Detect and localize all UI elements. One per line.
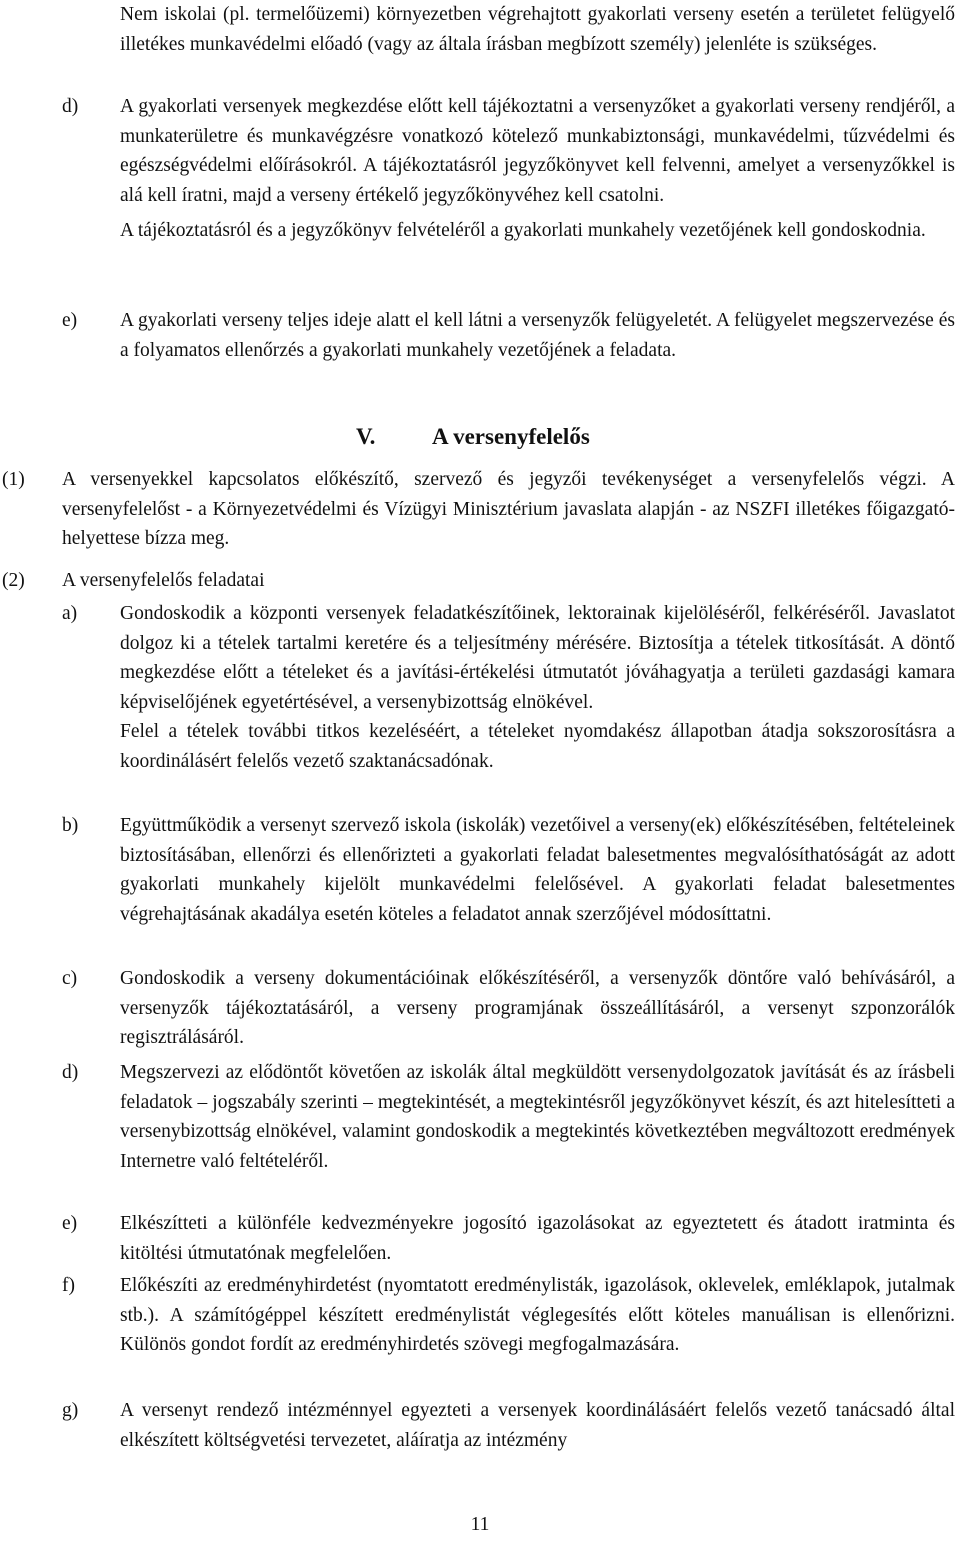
section-number: V. <box>356 424 376 449</box>
list-item-paragraph: A gyakorlati verseny teljes ideje alatt el kell látni a versenyzők felügyeletét. A felügyelet megszervezése és a folyamatos ellenőrzés a gyakorlati munkahely vezetőjének a feladata. <box>120 310 955 361</box>
list-item-label: e) <box>62 310 78 331</box>
list-item-body <box>120 599 955 776</box>
continuation-text: Nem iskolai (pl. termelőüzemi) környezetben végrehajtott gyakorlati verseny esetén a területet felügyelő illetékes munkavédelmi előadó (vagy az általa írásban megbízott személy) jelenléte is szükséges. <box>120 4 955 55</box>
list-item-body <box>120 964 955 1053</box>
paragraph-body <box>62 566 955 596</box>
section-title: A versenyfelelős <box>432 424 590 449</box>
list-item-label: c) <box>62 968 78 989</box>
list-item-paragraph: A tájékoztatásról és a jegyzőkönyv felvételéről a gyakorlati munkahely vezetőjének kell gondoskodnia. <box>120 220 926 241</box>
paragraph-body <box>62 465 955 554</box>
list-item-body <box>120 1058 955 1176</box>
paragraph-number: (1) <box>2 469 25 490</box>
list-item-label: g) <box>62 1400 79 1421</box>
list-item-label: d) <box>62 1062 79 1083</box>
list-item-body <box>120 92 955 246</box>
list-item-paragraph: Előkészíti az eredményhirdetést (nyomtatott eredménylisták, igazolások, oklevelek, emléklapok, jutalmak stb.). A számítógéppel készített eredménylistát véglegesítés előtt köteles manuálisan is ellenőrizni. Különös gondot fordít az eredményhirdetés szövegi megfogalmazására. <box>120 1275 955 1355</box>
list-item-body <box>120 1209 955 1268</box>
paragraph-number: (2) <box>2 570 25 591</box>
list-item-paragraph: Megszervezi az elődöntőt követően az iskolák által megküldött versenydolgozatok javítását és az írásbeli feladatok – jogszabály szerinti – megtekintését, a megtekintésről jegyzőkönyvet készít, és azt hitelesítteti a versenybizottság elnökével, valamint gondoskodik a megtekintés következtében megváltozott eredmények Internetre való feltételéről. <box>120 1062 955 1172</box>
list-item-body <box>120 1271 955 1360</box>
list-item-paragraph: Együttműködik a versenyt szervező iskola (iskolák) vezetőivel a verseny(ek) előkészítésében, feltételeinek biztosításában, ellenőrzi és ellenőrizteti a gyakorlati feladat balesetmentes megvalósíthatóságát az adott gyakorlati munkahely kijelölt munkavédelmi felelősével. A gyakorlati feladat balesetmentes végrehajtásának akadálya esetén köteles a feladatot annak szerzőjével módosíttatni. <box>120 815 955 925</box>
paragraph-text: A versenyfelelős feladatai <box>62 570 265 591</box>
list-item-label: b) <box>62 815 79 836</box>
list-item-body <box>120 1396 955 1455</box>
list-item-paragraph: Gondoskodik a verseny dokumentációinak előkészítéséről, a versenyzők döntőre való behívásáról, a versenyzők tájékoztatásáról, a verseny programjának összeállításáról, a versenyt szponzorálók regisztrálásáról. <box>120 968 955 1048</box>
list-item-paragraph: Gondoskodik a központi versenyek feladatkészítőinek, lektorainak kijelöléséről, felkéréséről. Javaslatot dolgoz ki a tételek tartalmi keretére és a teljesítmény mérésére. Biztosítja a tételek titkosítását. A döntő megkezdése előtt a tételeket és a javítási-értékelési útmutatót jóváhagyatja a területi gazdasági kamara képviselőjének egyetértésével, a versenybizottság elnökével. <box>120 603 955 713</box>
list-item-body <box>120 811 955 929</box>
continuation-paragraph <box>120 0 955 59</box>
list-item-paragraph: A versenyt rendező intézménnyel egyezteti a versenyek koordinálásáért felelős vezető tanácsadó által elkészített költségvetési tervezetet, aláíratja az intézmény <box>120 1400 955 1451</box>
list-item-body <box>120 306 955 365</box>
paragraph-text: A versenyekkel kapcsolatos előkészítő, szervező és jegyzői tevékenységet a versenyfelelős végzi. A versenyfelelőst - a Környezetvédelmi és Vízügyi Minisztérium javaslata alapján - az NSZFI illetékes főigazgató-helyettese bízza meg. <box>62 469 955 549</box>
list-item-paragraph: A gyakorlati versenyek megkezdése előtt kell tájékoztatni a versenyzőket a gyakorlati verseny rendjéről, a munkaterületre és munkavégzésre vonatkozó kötelező munkabiztonsági, munkavédelmi, tűzvédelmi és egészségvédelmi előírásokról. A tájékoztatásról jegyzőkönyvet kell felvenni, amelyet a versenyzőkkel is alá kell íratni, majd a verseny értékelő jegyzőkönyvéhez kell csatolni. <box>120 96 955 206</box>
list-item-paragraph: Felel a tételek további titkos kezeléséért, a tételeket nyomdakész állapotban átadja sokszorosításra a koordinálásért felelős vezető szaktanácsadónak. <box>120 721 955 772</box>
list-item-label: d) <box>62 96 79 117</box>
list-item-paragraph: Elkészítteti a különféle kedvezményekre jogosító igazolásokat az egyeztetett és átadott iratminta és kitöltési útmutatónak megfelelően. <box>120 1213 955 1264</box>
list-item-label: e) <box>62 1213 78 1234</box>
list-item-label: f) <box>62 1275 75 1296</box>
list-item-label: a) <box>62 603 78 624</box>
page-number: 11 <box>470 1514 490 1535</box>
